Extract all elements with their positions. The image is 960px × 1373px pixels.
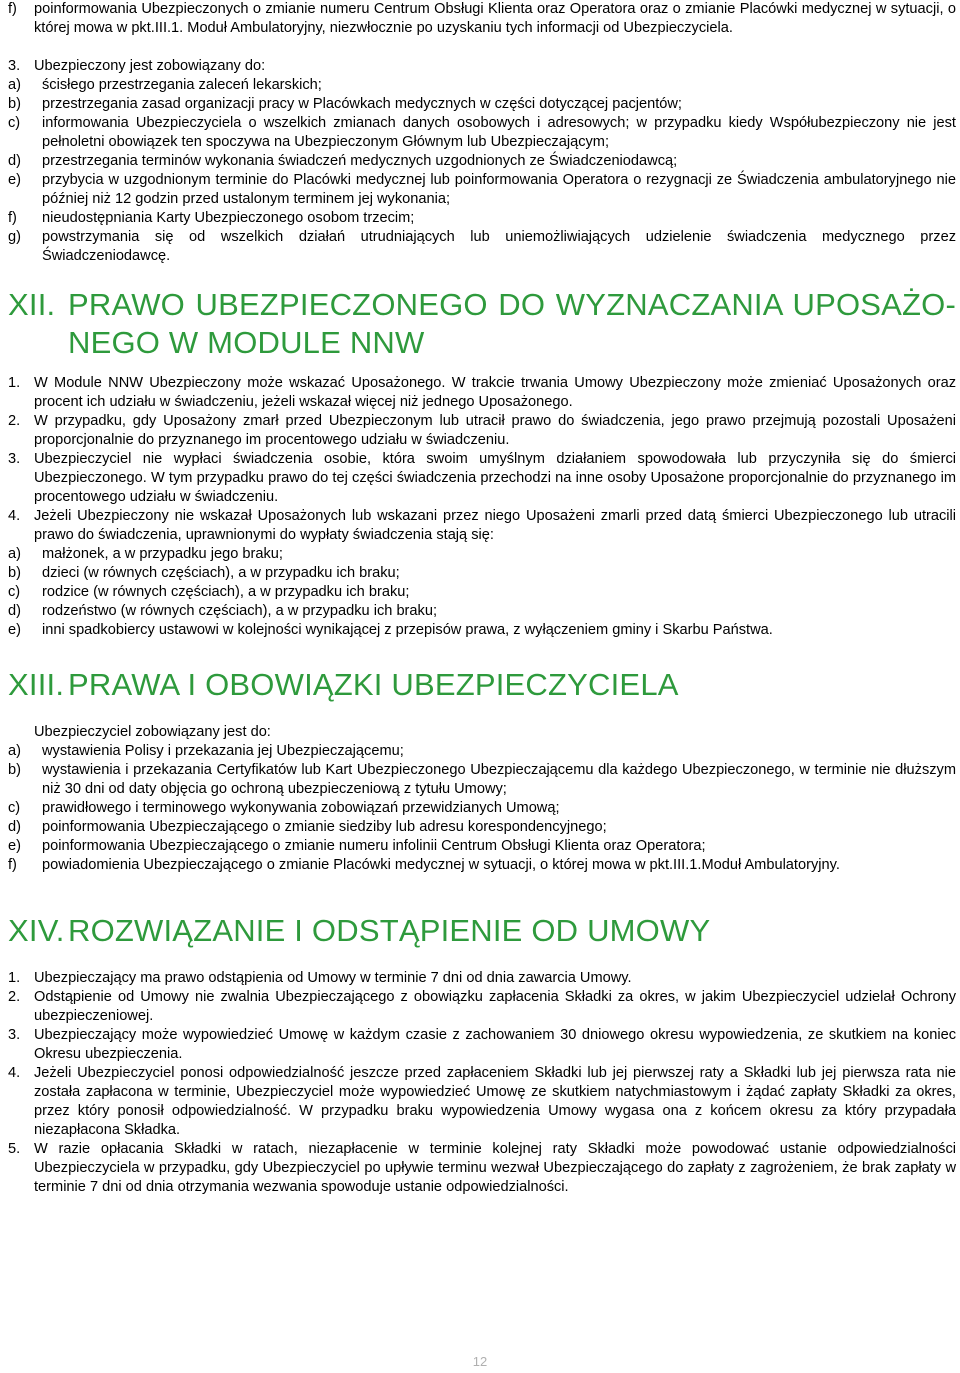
point-number: 4. xyxy=(8,1065,21,1081)
point-text: Odstąpienie od Umowy nie zwalnia Ubezpieczającego z obowiązku zapłacenia Składki za okres, w jakim Ubezpieczyciel udzielał Ochrony ubezpieczeniowej. xyxy=(34,989,956,1024)
obligations-block xyxy=(8,57,956,266)
item-text: rodzice (w równych częściach), a w przypadku ich braku; xyxy=(42,584,410,600)
point-number: 4. xyxy=(8,508,21,524)
section-title: ROZWIĄZANIE I ODSTĄPIENIE OD UMOWY xyxy=(68,913,711,948)
numbered-point xyxy=(8,507,956,545)
item-label: d) xyxy=(8,603,21,619)
item-text: poinformowania Ubezpieczającego o zmianie siedziby lub adresu korespondencyjnego; xyxy=(42,819,607,835)
item-text: wystawienia Polisy i przekazania jej Ubezpieczającemu; xyxy=(42,743,404,759)
numbered-point xyxy=(8,988,956,1026)
item-text: nieudostępniania Karty Ubezpieczonego osobom trzecim; xyxy=(42,210,415,226)
point-text: Jeżeli Ubezpieczony nie wskazał Uposażonych lub wskazani przez niego Uposażeni zmarli przed datą śmierci Ubezpieczonego lub utracili prawo do świadczenia, uprawnionymi do wypłaty świadczenia stają się: xyxy=(34,508,956,543)
section-number: XIV. xyxy=(8,913,65,948)
numbered-point xyxy=(8,1026,956,1064)
list-item xyxy=(8,76,956,95)
numbered-point xyxy=(8,969,956,988)
list-item xyxy=(8,95,956,114)
point-text: Ubezpieczający może wypowiedzieć Umowę w każdym czasie z zachowaniem 30 dniowego okresu wypowiedzenia, ze skutkiem na koniec Okresu ubezpieczenia. xyxy=(34,1027,956,1062)
list-item xyxy=(8,856,956,875)
item-text: przestrzegania terminów wykonania świadczeń medycznych uzgodnionych ze Świadczeniodawcą; xyxy=(42,153,678,169)
point-number: 1. xyxy=(8,375,21,391)
item-text: poinformowania Ubezpieczonych o zmianie numeru Centrum Obsługi Klienta oraz Operatora oraz o zmianie Placówki medycznej w sytuacji, o której mowa w pkt.III.1. Moduł Ambulatoryjny, niezwłocznie po uzyskaniu tych informacji od Ubezpieczyciela. xyxy=(34,1,956,36)
list-item xyxy=(8,171,956,209)
section-xii-body xyxy=(8,374,956,640)
point-number: 3. xyxy=(8,1027,21,1043)
item-label: e) xyxy=(8,838,21,854)
point-number: 3. xyxy=(8,451,21,467)
numbered-point xyxy=(8,374,956,412)
item-text: dzieci (w równych częściach), a w przypadku ich braku; xyxy=(42,565,400,581)
list-item xyxy=(8,621,956,640)
section-xiv-body xyxy=(8,969,956,1197)
list-item xyxy=(8,818,956,837)
item-label: b) xyxy=(8,762,21,778)
item-label: d) xyxy=(8,153,21,169)
item-label: b) xyxy=(8,96,21,112)
list-item xyxy=(8,545,956,564)
point-text: Jeżeli Ubezpieczyciel ponosi odpowiedzialność jeszcze przed zapłaceniem Składki lub jej pierwszej raty a Składki lub jej pierwsza rata nie została zapłacona w terminie, Ubezpieczyciel może wypowiedzieć Umowę ze skutkiem natychmiastowym i żądać zapłaty Składki za okres, przez który ponosił odpowiedzialność. W przypadku braku wypowiedzenia Umowy wygasa ona z końcem okresu za który przypadała niezapłacona Składka. xyxy=(34,1065,956,1138)
list-item xyxy=(8,209,956,228)
item-text: wystawienia i przekazania Certyfikatów lub Kart Ubezpieczonego Ubezpieczającemu dla każdego Ubezpieczonego, w terminie nie dłuższym niż 30 dni od daty objęcia go ochroną ubezpieczeniową z tytułu Umowy; xyxy=(42,762,956,797)
section-number: XIII. xyxy=(8,667,65,702)
list-item xyxy=(8,799,956,818)
item-label: f) xyxy=(8,1,17,17)
list-item xyxy=(8,564,956,583)
item-label: d) xyxy=(8,819,21,835)
item-text: przybycia w uzgodnionym terminie do Placówki medycznej lub poinformowania Operatora o rezygnacji ze Świadczenia ambulatoryjnego nie później niż 12 godzin przed ustalonym terminem jej wykonania; xyxy=(42,172,956,207)
item-label: c) xyxy=(8,800,21,816)
section-title: PRAWA I OBOWIĄZKI UBEZPIECZYCIELA xyxy=(68,667,679,702)
list-item xyxy=(8,152,956,171)
list-item xyxy=(8,228,956,266)
point-text: Ubezpieczyciel nie wypłaci świadczenia osobie, która swoim umyślnym działaniem spowodowała lub przyczyniła się do śmierci Ubezpieczonego. W tym przypadku prawo do tej części świadczenia przechodzi na inne osoby Uposażone proporcjonalnie do przyznanego im procentowego udziału w świadczeniu. xyxy=(34,451,956,505)
point-number: 1. xyxy=(8,970,21,986)
list-item xyxy=(8,742,956,761)
point-number: 5. xyxy=(8,1141,21,1157)
item-label: f) xyxy=(8,210,17,226)
numbered-point xyxy=(8,450,956,507)
point-text: W przypadku, gdy Uposażony zmarł przed Ubezpieczonym lub utracił prawo do świadczenia, jego prawo przejmują pozostali Uposażeni proporcjonalnie do przyznanego im procentowego udziału w świadczeniu. xyxy=(34,413,956,448)
list-item xyxy=(8,583,956,602)
section-title: PRAWO UBEZPIECZONEGO DO WYZNACZANIA UPOSAŻO-NEGO W MODULE NNW xyxy=(68,287,956,360)
numbered-point xyxy=(8,57,956,76)
item-text: rodzeństwo (w równych częściach), a w przypadku ich braku; xyxy=(42,603,438,619)
item-label: g) xyxy=(8,229,21,245)
item-text: prawidłowego i terminowego wykonywania zobowiązań przewidzianych Umową; xyxy=(42,800,560,816)
item-label: e) xyxy=(8,622,21,638)
point-text: W Module NNW Ubezpieczony może wskazać Uposażonego. W trakcie trwania Umowy Ubezpieczony może zmieniać Uposażonych oraz procent ich udziału w świadczeniu, jeżeli wskazał więcej niż jednego Uposażonego. xyxy=(34,375,956,410)
item-text: ścisłego przestrzegania zaleceń lekarskich; xyxy=(42,77,322,93)
list-item xyxy=(8,114,956,152)
item-label: a) xyxy=(8,743,21,759)
section-intro: Ubezpieczyciel zobowiązany jest do: xyxy=(34,724,271,740)
list-item xyxy=(8,761,956,799)
page-number: 12 xyxy=(472,1354,488,1369)
numbered-point xyxy=(8,412,956,450)
item-label: c) xyxy=(8,115,21,131)
section-heading-xiii xyxy=(8,666,956,704)
section-number: XII. xyxy=(8,287,56,322)
list-item xyxy=(8,0,956,38)
point-text: Ubezpieczony jest zobowiązany do: xyxy=(34,58,266,74)
item-text: przestrzegania zasad organizacji pracy w Placówkach medycznych w części dotyczącej pacjentów; xyxy=(42,96,682,112)
item-text: powstrzymania się od wszelkich działań utrudniających lub uniemożliwiających udzielenie świadczenia medycznego przez Świadczeniodawcę. xyxy=(42,229,956,264)
numbered-point xyxy=(8,1064,956,1140)
point-text: W razie opłacania Składki w ratach, niezapłacenie w terminie kolejnej raty Składki może powodować ustanie odpowiedzialności Ubezpieczyciela w przypadku, gdy Ubezpieczyciel po upływie terminu wezwał Ubezpieczającego do zapłaty z zagrożeniem, że brak zapłaty w terminie 7 dni od dnia otrzymania wezwania spowoduje ustanie odpowiedzialności. xyxy=(34,1141,956,1195)
item-text: informowania Ubezpieczyciela o wszelkich zmianach danych osobowych i adresowych; w przypadku kiedy Współubezpieczony nie jest pełnoletni obowiązek ten spoczywa na Ubezpieczonym Głównym lub Ubezpieczającym; xyxy=(42,115,956,150)
item-label: c) xyxy=(8,584,21,600)
item-text: inni spadkobiercy ustawowi w kolejności wynikającej z przepisów prawa, z wyłączeniem gminy i Skarbu Państwa. xyxy=(42,622,773,638)
list-item xyxy=(8,837,956,856)
point-number: 3. xyxy=(8,58,21,74)
point-number: 2. xyxy=(8,989,21,1005)
item-label: a) xyxy=(8,77,21,93)
item-label: e) xyxy=(8,172,21,188)
point-number: 2. xyxy=(8,413,21,429)
section-heading-xii xyxy=(8,286,956,362)
list-item xyxy=(8,602,956,621)
section-heading-xiv xyxy=(8,912,956,950)
numbered-point xyxy=(8,1140,956,1197)
item-text: małżonek, a w przypadku jego braku; xyxy=(42,546,283,562)
item-label: a) xyxy=(8,546,21,562)
item-label: f) xyxy=(8,857,17,873)
point-text: Ubezpieczający ma prawo odstąpienia od Umowy w terminie 7 dni od dnia zawarcia Umowy. xyxy=(34,970,632,986)
section-xiii-body xyxy=(8,723,956,875)
item-text: poinformowania Ubezpieczającego o zmianie numeru infolinii Centrum Obsługi Klienta oraz Operatora; xyxy=(42,838,706,854)
item-text: powiadomienia Ubezpieczającego o zmianie Placówki medycznej w sytuacji, o której mowa w pkt.III.1.Moduł Ambulatoryjny. xyxy=(42,857,840,873)
item-label: b) xyxy=(8,565,21,581)
